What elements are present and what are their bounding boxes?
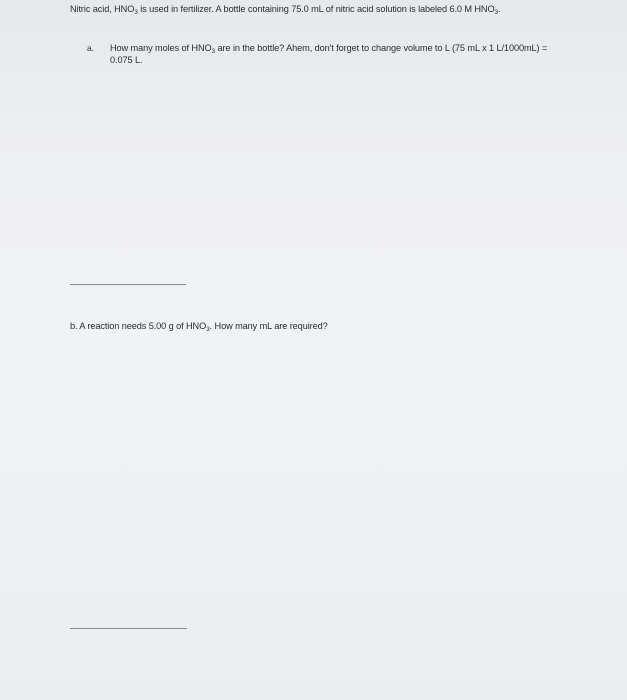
question-b-text <box>70 320 328 332</box>
question-a-text-rest: are in the bottle? Ahem, don't forget to change volume to L (75 mL x 1 L/1000mL) = 0.075 L. <box>110 43 548 65</box>
question-b-subscript: 3 <box>206 326 210 333</box>
answer-line-b <box>70 628 187 629</box>
intro-subscript: 3 <box>134 9 138 16</box>
intro-text-end: . <box>498 4 501 14</box>
intro-subscript-2: 3 <box>494 9 499 16</box>
intro-text-start: Nitric acid, HNO <box>70 4 135 14</box>
question-a-label: a. <box>87 43 94 53</box>
question-a-subscript: 3 <box>211 48 216 55</box>
question-a-text <box>110 42 570 66</box>
question-b-text-rest: . How many mL are required? <box>209 321 328 331</box>
answer-line-a <box>70 284 186 285</box>
problem-intro <box>70 3 570 15</box>
question-a-text-start: How many moles of HNO <box>110 43 212 53</box>
question-b-text-start: b. A reaction needs 5.00 g of HNO <box>70 321 207 331</box>
intro-text-middle: is used in fertilizer. A bottle containing 75.0 mL of nitric acid solution is labeled 6.0 M HNO <box>137 4 495 14</box>
